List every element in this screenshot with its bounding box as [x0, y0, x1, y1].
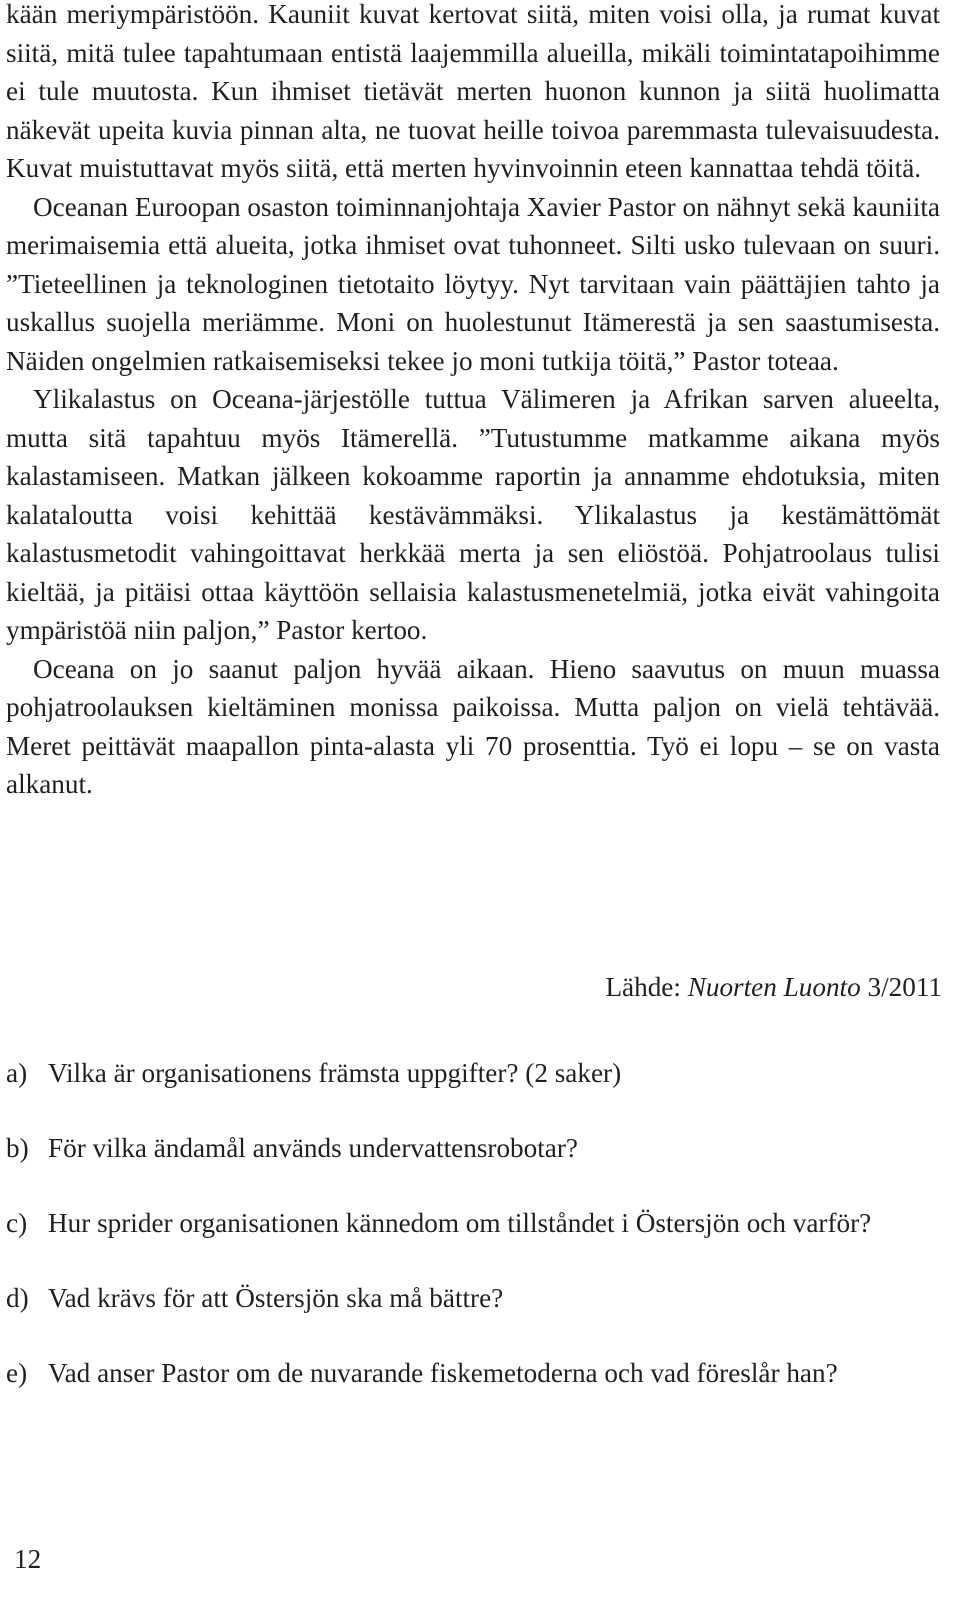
question-letter: b): [6, 1133, 29, 1163]
article-paragraph: Oceanan Euroopan osaston toiminnanjohtaja Xavier Pastor on nähnyt sekä kauniita merimaisemia että alueita, jotka ihmiset ovat tuhonneet. Silti usko tulevaan on suuri. ”Tieteellinen ja teknologinen tietotaito löytyy. Nyt tarvitaan vain päättäjien tahto ja uskallus suojella meriämme. Moni on huolestunut Itämerestä ja sen saastumisesta. Näiden ongelmien ratkaisemiseksi tekee jo moni tutkija töitä,” Pastor toteaa.: [6, 191, 940, 376]
question-text: Hur sprider organisationen kännedom om tillståndet i Östersjön och varför?: [48, 1208, 872, 1238]
question-text: Vad anser Pastor om de nuvarande fiskemetoderna och vad föreslår han?: [48, 1358, 838, 1388]
question-item: [6, 1129, 946, 1168]
article-paragraph: Ylikalastus on Oceana-järjestölle tuttua Välimeren ja Afrikan sarven alueelta, mutta sitä tapahtuu myös Itämerellä. ”Tutustumme matkamme aikana myös kalastamiseen. Matkan jälkeen kokoamme raportin ja annamme ehdotuksia, miten kalataloutta voisi kehittää kestävämmäksi. Ylikalastus ja kestämättömät kalastusmetodit vahingoittavat herkkää merta ja sen eliöstöä. Pohjatroolaus tulisi kieltää, ja pitäisi ottaa käyttöön sellaisia kalastusmenetelmiä, jotka eivät vahingoita ympäristöä niin paljon,” Pastor kertoo.: [6, 384, 940, 645]
page-number: 12: [14, 1544, 42, 1574]
question-item: [6, 1054, 946, 1093]
question-text: Vad krävs för att Östersjön ska må bättre?: [48, 1283, 504, 1313]
article-paragraph: Oceana on jo saanut paljon hyvää aikaan. Hieno saavutus on muun muassa pohjatroolauksen kieltäminen monissa paikoissa. Mutta paljon on vielä tehtävää. Meret peittävät maapallon pinta-alasta yli 70 prosenttia. Työ ei lopu – se on vasta alkanut.: [6, 653, 940, 799]
article-body: [6, 0, 940, 804]
question-list: [6, 1054, 946, 1429]
question-letter: a): [6, 1058, 28, 1088]
source-citation: [605, 968, 942, 1006]
question-letter: e): [6, 1358, 28, 1388]
question-text: Vilka är organisationens främsta uppgifter? (2 saker): [48, 1058, 622, 1088]
question-item: [6, 1354, 946, 1393]
source-publication: Nuorten Luonto: [687, 972, 861, 1002]
question-item: [6, 1279, 946, 1318]
question-text: För vilka ändamål används undervattensrobotar?: [48, 1133, 578, 1163]
source-label: Lähde:: [605, 972, 688, 1002]
question-letter: d): [6, 1283, 29, 1313]
question-letter: c): [6, 1208, 28, 1238]
source-issue: 3/2011: [860, 972, 942, 1002]
question-item: [6, 1204, 946, 1243]
article-paragraph: kään meriympäristöön. Kauniit kuvat kertovat siitä, miten voisi olla, ja rumat kuvat siitä, mitä tulee tapahtumaan entistä laajemmilla alueilla, mikäli toimintatapoihimme ei tule muutosta. Kun ihmiset tietävät merten huonon kunnon ja siitä huolimatta näkevät upeita kuvia pinnan alta, ne tuovat heille toivoa paremmasta tulevaisuudesta. Kuvat muistuttavat myös siitä, että merten hyvinvoinnin eteen kannattaa tehdä töitä.: [6, 0, 940, 183]
